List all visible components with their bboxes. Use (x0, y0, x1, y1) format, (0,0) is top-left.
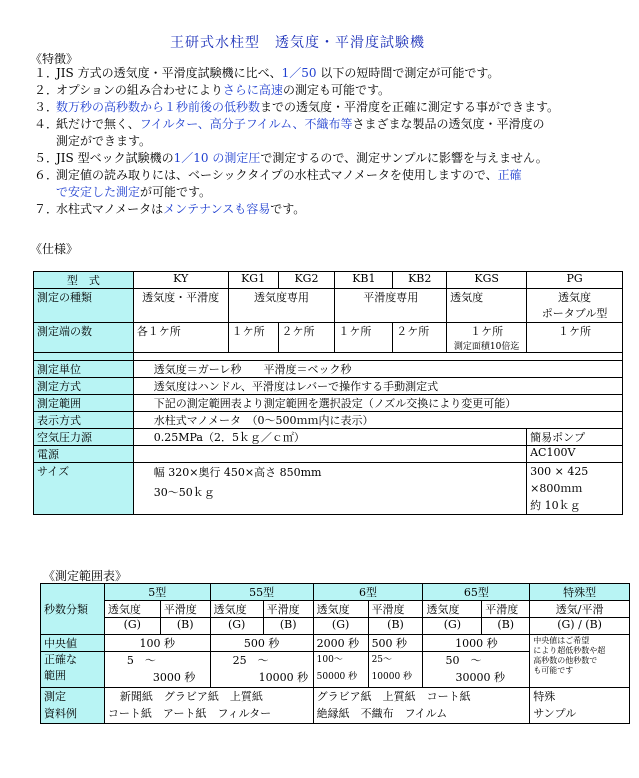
method-label: 測定方式 (34, 378, 134, 395)
ports-kg2: ２ケ所 (278, 323, 335, 353)
type-kgs: 透気度 (447, 289, 527, 323)
sub-code: (B) (263, 618, 313, 635)
model-kg2: KG2 (278, 272, 335, 289)
model-kgs: KGS (447, 272, 527, 289)
unit-label: 測定単位 (34, 361, 134, 378)
range-table-heading: 《測定範囲表》 (43, 569, 128, 583)
feature-item: １．JIS 方式の透気度・平滑度試験機に比べ、1／50 以下の短時間で測定が可能です。 (34, 66, 500, 80)
feature-item: ４．紙だけで無く、フイルター、高分子フイルム、不織布等さまざまな製品の透気度・平滑度の (34, 117, 545, 131)
sub-label: 透気度 (104, 601, 160, 618)
type-pg: 透気度 ポータブル型 (527, 289, 623, 323)
feature-item: ２．オプションの組み合わせによりさらに高速の測定も可能です。 (34, 83, 390, 97)
sub-code: (B) (368, 618, 423, 635)
sub-label: 透気度 (313, 601, 368, 618)
sub-code: (G) (313, 618, 368, 635)
ports-kb1: １ケ所 (335, 323, 393, 353)
model-kb2: KB2 (393, 272, 447, 289)
spec-heading: 《仕様》 (30, 242, 79, 256)
samples-label: 測定 資料例 (41, 688, 105, 724)
center-6b: 500 秒 (368, 635, 423, 652)
type-kg: 透気度専用 (228, 289, 335, 323)
group-5: 5型 (104, 584, 210, 601)
sub-label: 透気度 (423, 601, 482, 618)
model-pg: PG (527, 272, 623, 289)
sub-label: 平滑度 (482, 601, 530, 618)
samples-mid: グラビア紙 上質紙 コート紙 絶縁紙 不織布 フイルム (313, 688, 530, 724)
range-table (40, 583, 630, 724)
size-value: 幅 320×奥行 450×高さ 850mm 30～50ｋｇ (133, 463, 526, 515)
power-label: 電源 (34, 446, 134, 463)
page-title: 王研式水柱型 透気度・平滑度試験機 (170, 35, 425, 51)
spec-model-label: 型 式 (34, 272, 134, 289)
ports-kg1: １ケ所 (228, 323, 278, 353)
group-65: 65型 (423, 584, 530, 601)
feature-item: ６．測定値の読み取りには、ベーシックタイプの水柱式マノメータを使用しますので、正確 (34, 168, 522, 182)
display-value: 水柱式マノメータ （0～500ｍｍ内に表示） (133, 412, 622, 429)
model-ky: KY (133, 272, 228, 289)
group-6: 6型 (313, 584, 423, 601)
group-55: 55型 (210, 584, 313, 601)
feature-item: ７．水柱式マノメータはメンテナンスも容易です。 (34, 202, 306, 216)
sub-code: (G) (104, 618, 160, 635)
sub-label: 平滑度 (368, 601, 423, 618)
sub-label: 透気度 (210, 601, 263, 618)
sub-label: 透気/平滑 (530, 601, 630, 618)
air-value: 0.25MPa（2．5ｋｇ／ｃ㎡） (133, 429, 526, 446)
display-label: 表示方式 (34, 412, 134, 429)
sub-code: (B) (160, 618, 210, 635)
air-label: 空気圧力源 (34, 429, 134, 446)
sub-label: 平滑度 (160, 601, 210, 618)
size-pg: 300 × 425 ×800ｍｍ 約 10ｋｇ (527, 463, 623, 515)
method-value: 透気度はハンドル、平滑度はレバーで操作する手動測定式 (133, 378, 622, 395)
unit-value: 透気度＝ガーレ秒 平滑度＝ベック秒 (133, 361, 622, 378)
feature-item: ５．JIS 型ベック試験機の1／10 の測定圧で測定するので、測定サンプルに影響を与えません。 (34, 151, 548, 165)
ports-kb2: ２ケ所 (393, 323, 447, 353)
sub-code: (G) (423, 618, 482, 635)
range-label: 測定範囲 (34, 395, 134, 412)
samples-left: 新聞紙 グラビア紙 上質紙 コート紙 アート紙 フィルター (104, 688, 313, 724)
center-65: 1000 秒 (423, 635, 530, 652)
sub-code: (G) / (B) (530, 618, 630, 635)
model-kb1: KB1 (335, 272, 393, 289)
sub-code: (B) (482, 618, 530, 635)
range-value: 下記の測定範囲表より測定範囲を選択設定（ノズル交換により変更可能） (133, 395, 622, 412)
features-heading: 《特徴》 (30, 52, 79, 66)
special-note: 中央値はご希望 により超低秒数や超 高秒数の他秒数で も可能です (530, 635, 630, 688)
sub-code: (G) (210, 618, 263, 635)
accurate-6g: 100～ 50000 秒 (313, 652, 368, 688)
accurate-65: 50 ～ 30000 秒 (423, 652, 530, 688)
ports-ky: 各１ケ所 (133, 323, 228, 353)
model-kg1: KG1 (228, 272, 278, 289)
type-kb: 平滑度専用 (335, 289, 447, 323)
power-pg: AC100V (527, 446, 623, 463)
ports-kgs: １ケ所 測定面積10倍迄 (447, 323, 527, 353)
features-list (34, 65, 559, 218)
spec-table (33, 271, 623, 515)
center-6g: 2000 秒 (313, 635, 368, 652)
accurate-label: 正確な 範囲 (41, 652, 105, 688)
seconds-class-label: 秒数分類 (41, 584, 105, 635)
accurate-55: 25 ～ 10000 秒 (210, 652, 313, 688)
type-label: 測定の種類 (34, 289, 134, 323)
center-5: 100 秒 (104, 635, 210, 652)
feature-item: ３．数万秒の高秒数から１秒前後の低秒数までの透気度・平滑度を正確に測定する事ができます。 (34, 100, 560, 114)
center-label: 中央値 (41, 635, 105, 652)
feature-item: 測定ができます。 (56, 134, 152, 148)
accurate-6b: 25～ 10000 秒 (368, 652, 423, 688)
group-special: 特殊型 (530, 584, 630, 601)
air-pg: 簡易ポンプ (527, 429, 623, 446)
accurate-5: 5 ～ 3000 秒 (104, 652, 210, 688)
size-label: サイズ (34, 463, 134, 515)
ports-pg: １ケ所 (527, 323, 623, 353)
sub-label: 平滑度 (263, 601, 313, 618)
center-55: 500 秒 (210, 635, 313, 652)
samples-right: 特殊 サンプル (530, 688, 630, 724)
ports-label: 測定端の数 (34, 323, 134, 353)
type-ky: 透気度・平滑度 (133, 289, 228, 323)
feature-item: で安定した測定が可能です。 (56, 185, 212, 199)
